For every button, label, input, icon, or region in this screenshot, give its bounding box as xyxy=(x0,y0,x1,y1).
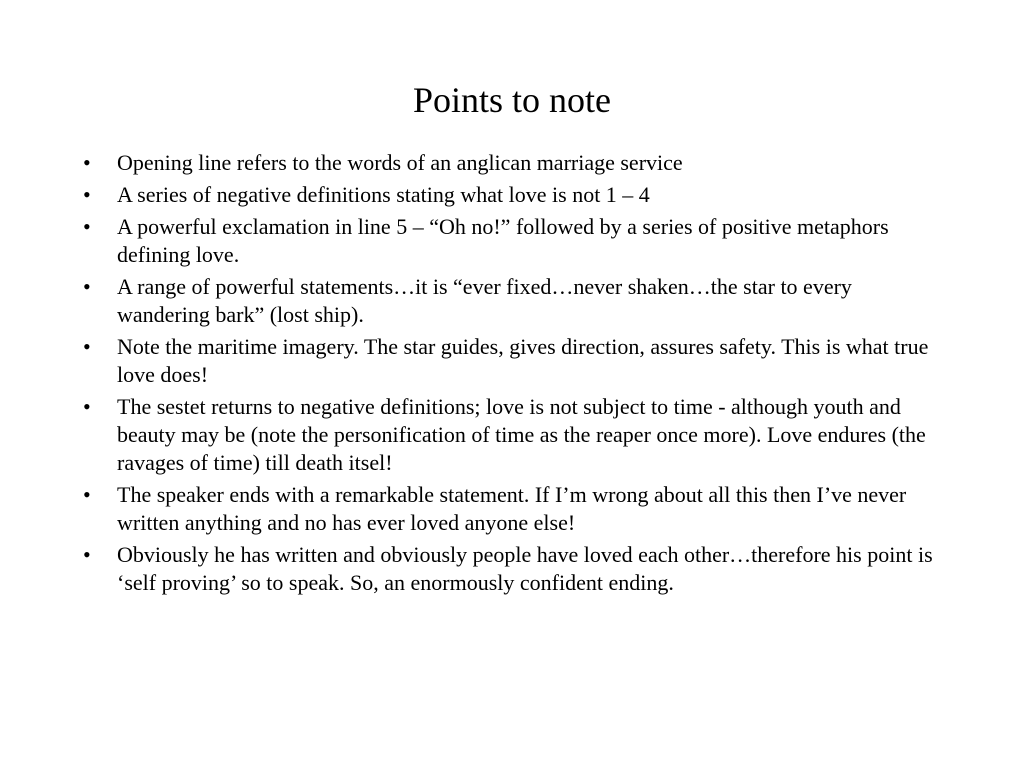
bullet-marker: • xyxy=(83,150,91,175)
bullet-text: Note the maritime imagery. The star guides, gives direction, assures safety. This is what true love does! xyxy=(117,334,929,387)
bullet-marker: • xyxy=(83,214,91,239)
bullet-item xyxy=(83,333,933,389)
bullet-marker: • xyxy=(83,482,91,507)
bullet-item xyxy=(83,541,933,597)
slide-title: Points to note xyxy=(412,80,612,120)
bullet-text: Obviously he has written and obviously people have loved each other…therefore his point is ‘self proving’ so to speak. So, an enormously confident ending. xyxy=(117,542,933,595)
bullet-text: A powerful exclamation in line 5 – “Oh no!” followed by a series of positive metaphors defining love. xyxy=(117,214,889,267)
bullet-list xyxy=(83,149,933,601)
bullet-marker: • xyxy=(83,394,91,419)
bullet-text: Opening line refers to the words of an anglican marriage service xyxy=(117,150,683,175)
bullet-text: A series of negative definitions stating what love is not 1 – 4 xyxy=(117,182,650,207)
bullet-item xyxy=(83,393,933,477)
bullet-text: A range of powerful statements…it is “ever fixed…never shaken…the star to every wandering bark” (lost ship). xyxy=(117,274,852,327)
bullet-text: The speaker ends with a remarkable statement. If I’m wrong about all this then I’ve never written anything and no has ever loved anyone else! xyxy=(117,482,907,535)
bullet-item xyxy=(83,481,933,537)
bullet-marker: • xyxy=(83,182,91,207)
bullet-item xyxy=(83,213,933,269)
bullet-marker: • xyxy=(83,274,91,299)
bullet-item xyxy=(83,273,933,329)
bullet-item xyxy=(83,181,933,209)
bullet-text: The sestet returns to negative definitions; love is not subject to time - although youth and beauty may be (note the personification of time as the reaper once more). Love endures (the ravages of time) till death itsel! xyxy=(117,394,926,475)
bullet-marker: • xyxy=(83,542,91,567)
bullet-marker: • xyxy=(83,334,91,359)
bullet-item xyxy=(83,149,933,177)
